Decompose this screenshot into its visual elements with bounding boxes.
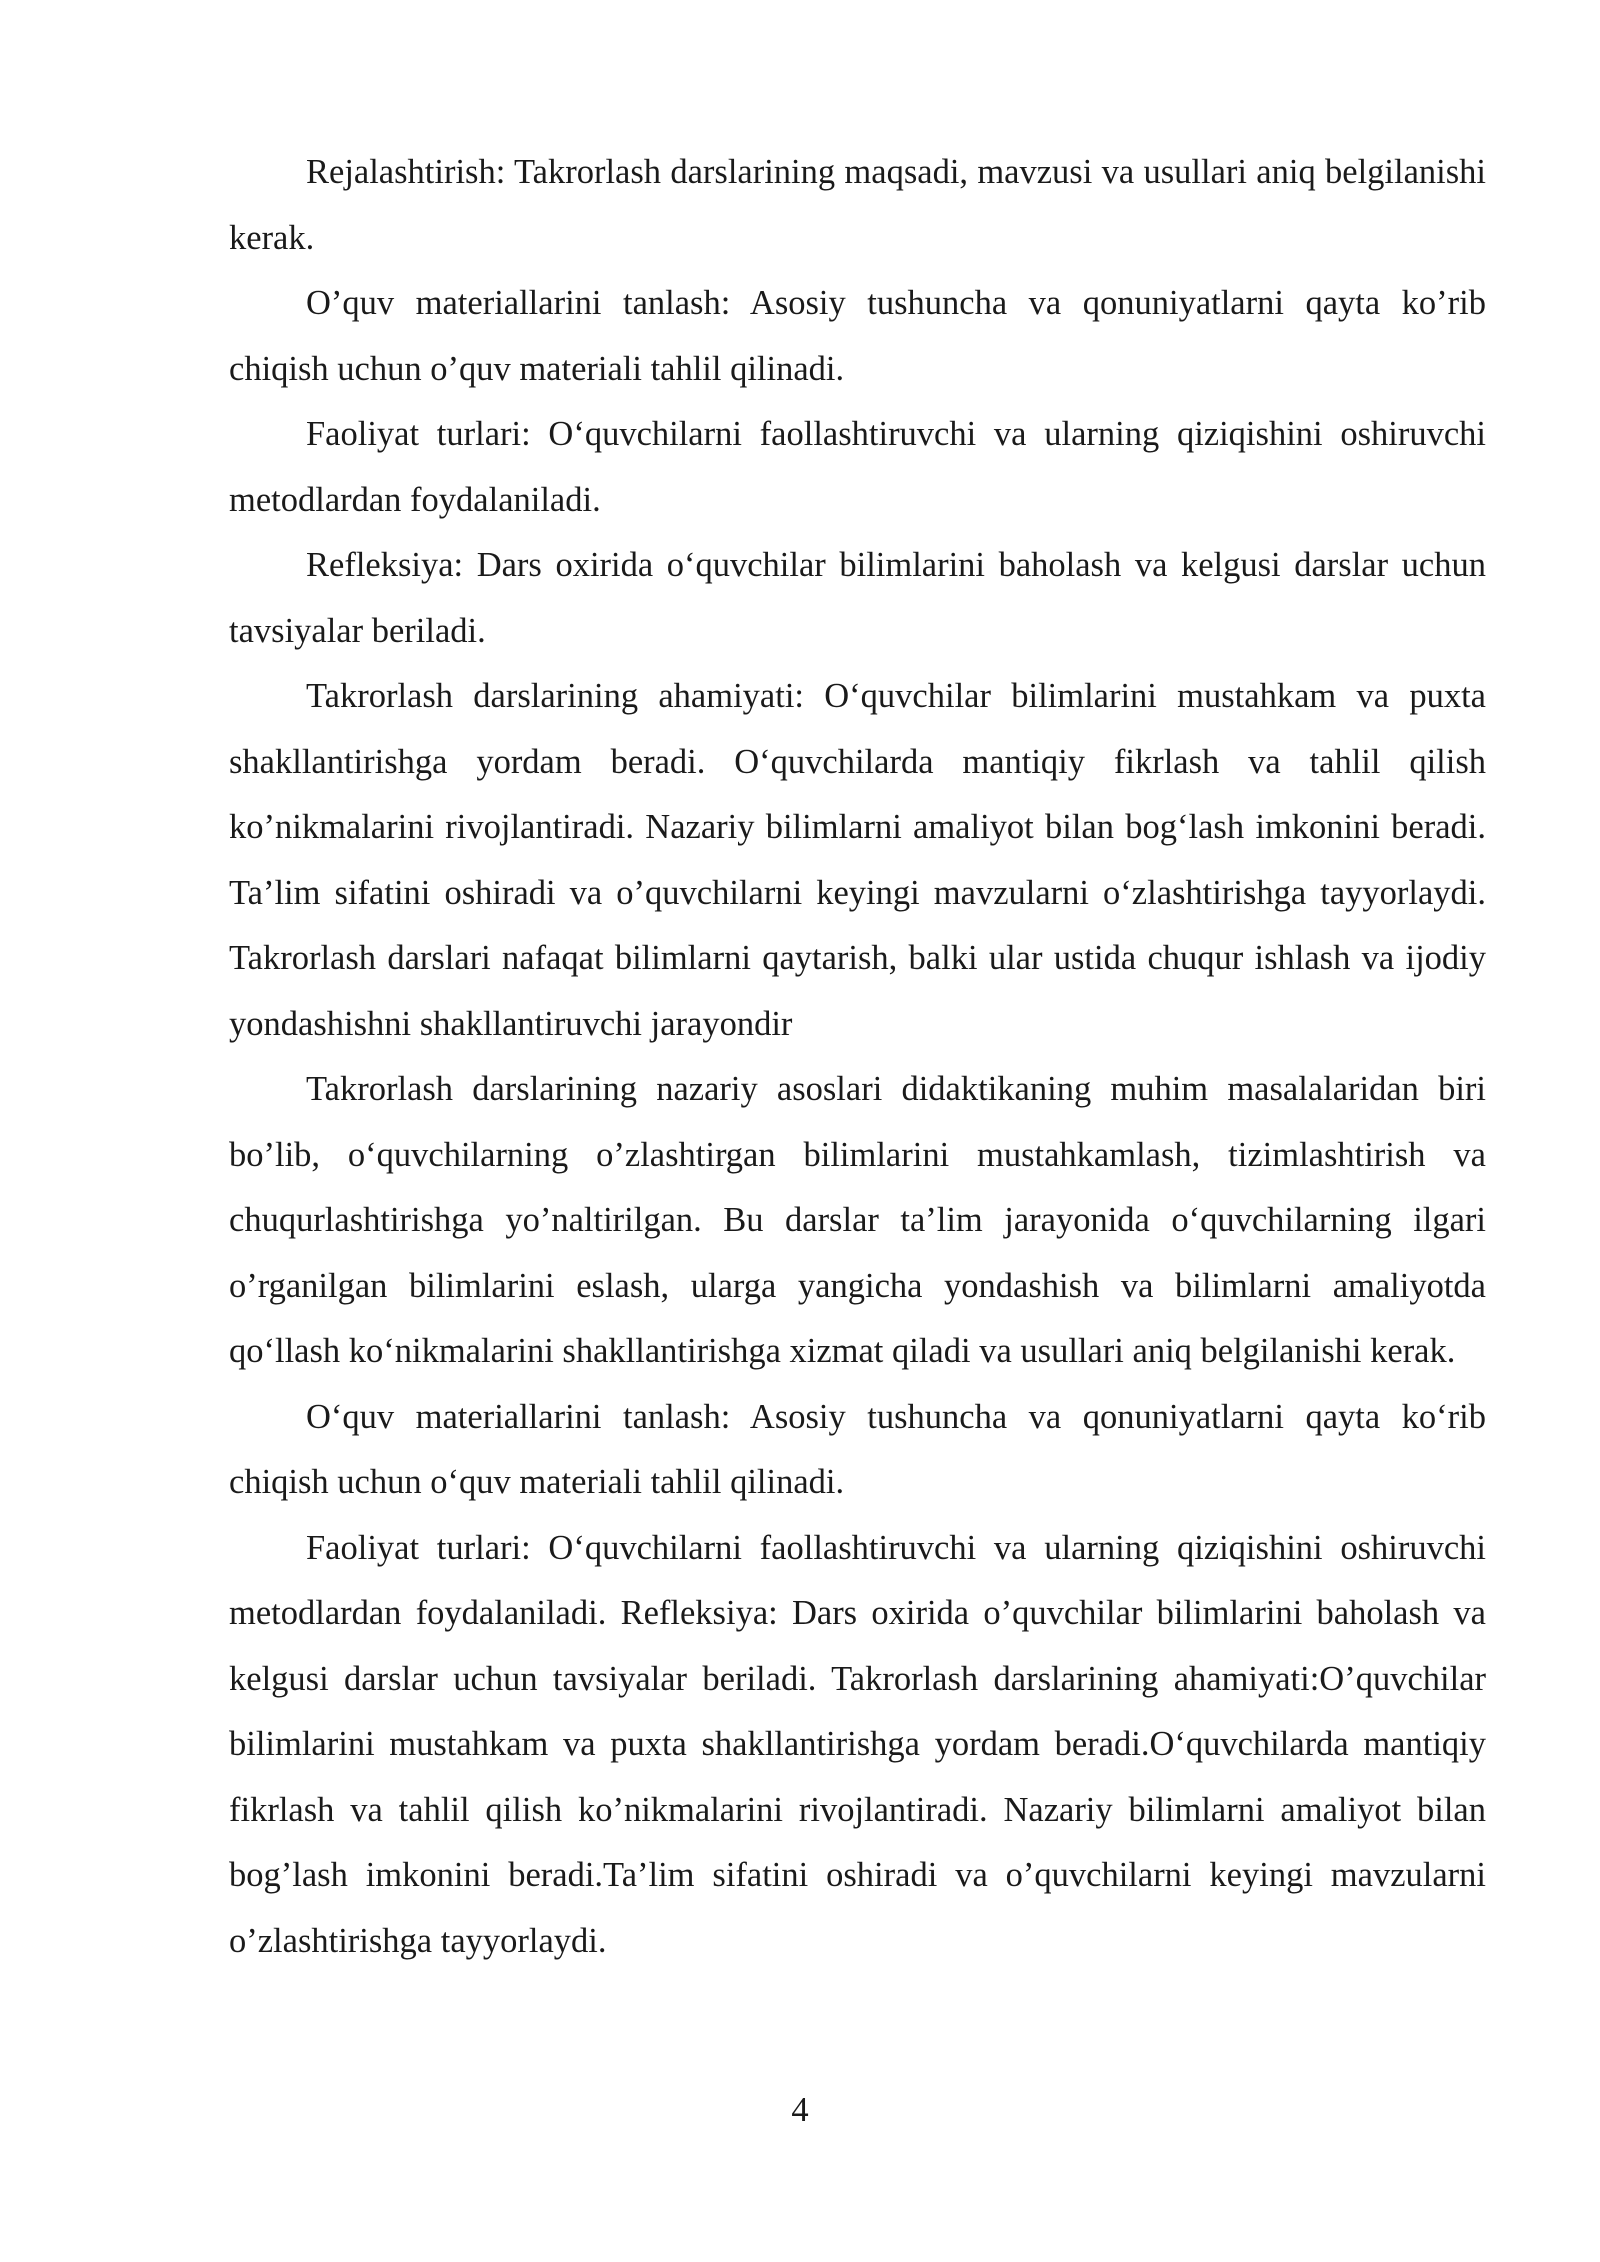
document-body — [229, 140, 1486, 1974]
paragraph-theoretical-basis: Takrorlash darslarining nazariy asoslari didaktikaning muhim masalalaridan biri bo’lib, o‘quvchilarning o’zlashtirgan bilimlarini mustahkamlash, tizimlashtirish va chuqurlashtirishga yo’naltirilgan. Bu darslar ta’lim jarayonida o‘quvchilarning ilgari o’rganilgan bilimlarini eslash, ularga yangicha yondashish va bilimlarni amaliyotda qo‘llash ko‘nikmalarini shakllantirishga xizmat qiladi va usullari aniq belgilanishi kerak. — [229, 1070, 1486, 1370]
paragraph-material-selection-repeat: O‘quv materiallarini tanlash: Asosiy tushuncha va qonuniyatlarni qayta ko‘rib chiqish uchun o‘quv materiali tahlil qilinadi. — [229, 1397, 1486, 1501]
paragraph-activity-summary: Faoliyat turlari: O‘quvchilarni faollashtiruvchi va ularning qiziqishini oshiruvchi metodlardan foydalaniladi. Refleksiya: Dars oxirida o’quvchilar bilimlarini baholash va kelgusi darslar uchun tavsiyalar beriladi. Takrorlash darslarining ahamiyati:O’quvchilar bilimlarini mustahkam va puxta shakllantirishga yordam beradi.O‘quvchilarda mantiqiy fikrlash va tahlil qilish ko’nikmalarini rivojlantiradi. Nazariy bilimlarni amaliyot bilan bog’lash imkonini beradi.Ta’lim sifatini oshiradi va o’quvchilarni keyingi mavzularni o’zlashtirishga tayyorlaydi. — [229, 1528, 1486, 1960]
paragraph-planning: Rejalashtirish: Takrorlash darslarining maqsadi, mavzusi va usullari aniq belgilanishi kerak. — [229, 153, 1486, 257]
paragraph-importance: Takrorlash darslarining ahamiyati: O‘quvchilar bilimlarini mustahkam va puxta shakllantirishga yordam beradi. O‘quvchilarda mantiqiy fikrlash va tahlil qilish ko’nikmalarini rivojlantiradi. Nazariy bilimlarni amaliyot bilan bog‘lash imkonini beradi. Ta’lim sifatini oshiradi va o’quvchilarni keyingi mavzularni o‘zlashtirishga tayyorlaydi. Takrorlash darslari nafaqat bilimlarni qaytarish, balki ular ustida chuqur ishlash va ijodiy yondashishni shakllantiruvchi jarayondir — [229, 677, 1486, 1043]
page-number: 4 — [791, 2091, 809, 2129]
paragraph-activity-types: Faoliyat turlari: O‘quvchilarni faollashtiruvchi va ularning qiziqishini oshiruvchi metodlardan foydalaniladi. — [229, 415, 1486, 519]
paragraph-reflection: Refleksiya: Dars oxirida o‘quvchilar bilimlarini baholash va kelgusi darslar uchun tavsiyalar beriladi. — [229, 546, 1486, 650]
paragraph-material-selection: O’quv materiallarini tanlash: Asosiy tushuncha va qonuniyatlarni qayta ko’rib chiqish uchun o’quv materiali tahlil qilinadi. — [229, 284, 1486, 388]
